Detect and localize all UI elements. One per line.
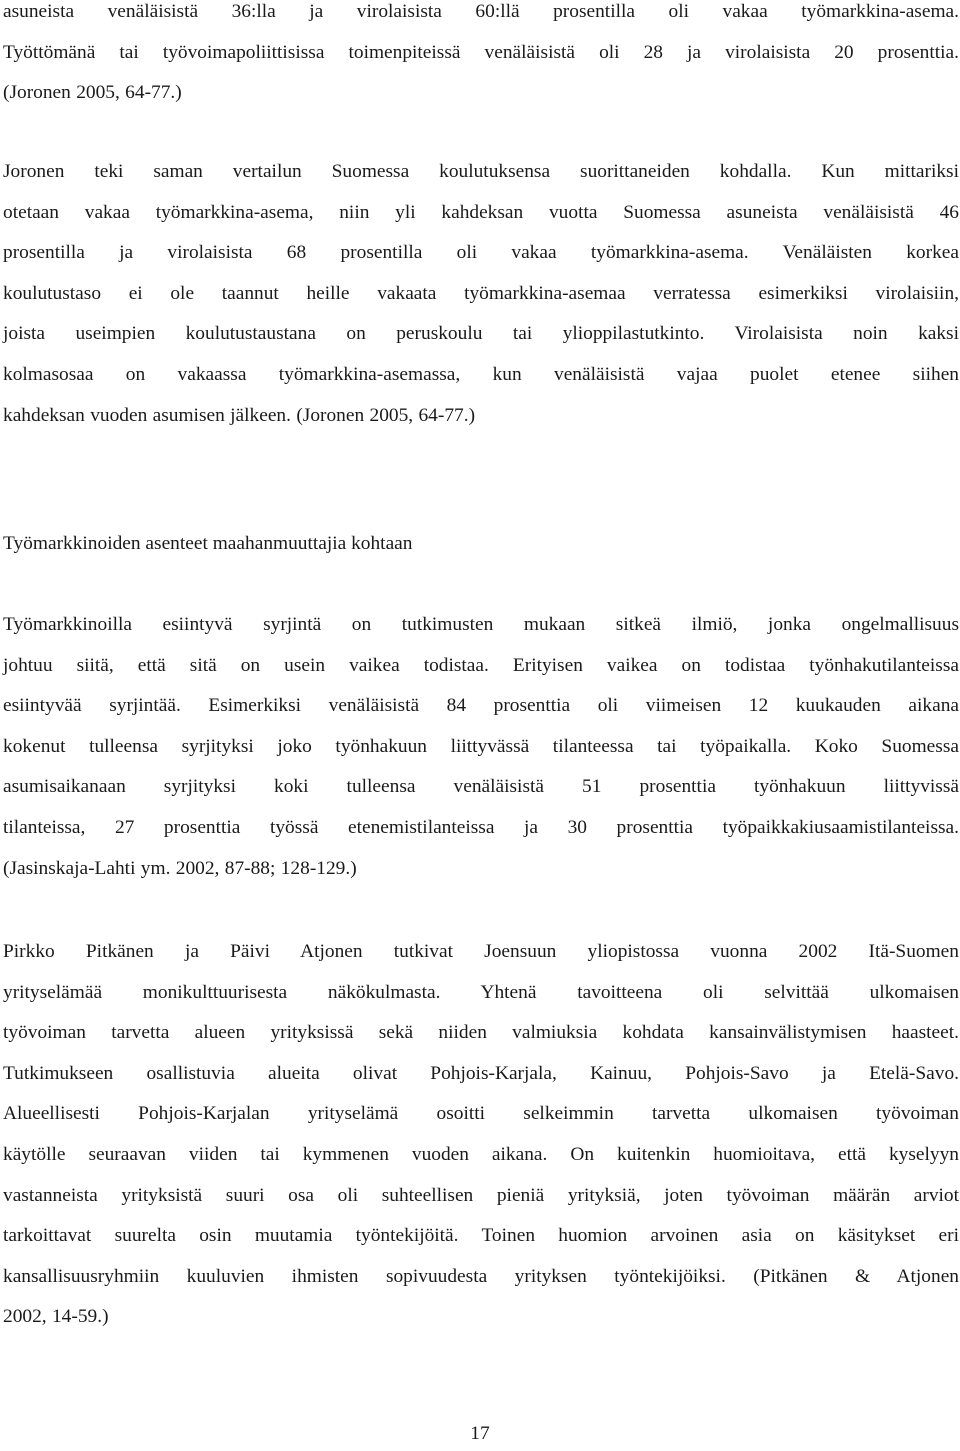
paragraph-line: asumisaikanaan syrjityksi koki tulleensa venäläisistä 51 prosenttia työnhakuun liittyvissä: [3, 776, 959, 798]
paragraph-line: kolmasosaa on vakaassa työmarkkina-asemassa, kun venäläisistä vajaa puolet etenee siihen: [3, 363, 959, 385]
paragraph-line: yrityselämää monikulttuurisesta näkökulmasta. Yhtenä tavoitteena oli selvittää ulkomaisen: [3, 981, 959, 1003]
paragraph-line: Alueellisesti Pohjois-Karjalan yrityselämä osoitti selkeimmin tarvetta ulkomaisen työvoiman: [3, 1103, 959, 1125]
paragraph-line: tilanteissa, 27 prosenttia työssä etenemistilanteissa ja 30 prosenttia työpaikkakiusaamistilanteissa.: [3, 816, 959, 838]
paragraph-2: [3, 152, 959, 436]
paragraph-line: joista useimpien koulutustaustana on peruskoulu tai ylioppilastutkinto. Virolaisista noin kaksi: [3, 323, 959, 345]
paragraph-line: 2002, 14-59.): [3, 1306, 109, 1328]
paragraph-line: kansallisuusryhmiin kuuluvien ihmisten sopivuudesta yrityksen työntekijöiksi. (Pitkänen & Atjonen: [3, 1265, 959, 1287]
paragraph-line: Työttömänä tai työvoimapoliittisissa toimenpiteissä venäläisistä oli 28 ja virolaisista 20 prosenttia.: [3, 41, 959, 63]
paragraph-1: [3, 0, 959, 114]
paragraph-line: vastanneista yrityksistä suuri osa oli suhteellisen pieniä yrityksiä, joten työvoiman määrän arviot: [3, 1184, 959, 1206]
paragraph-line: (Jasinskaja-Lahti ym. 2002, 87-88; 128-129.): [3, 857, 357, 879]
paragraph-line: johtuu siitä, että sitä on usein vaikea todistaa. Erityisen vaikea on todistaa työnhakutilanteissa: [3, 654, 959, 676]
paragraph-line: prosentilla ja virolaisista 68 prosentilla oli vakaa työmarkkina-asema. Venäläisten korkea: [3, 242, 959, 264]
page-number: 17: [470, 1423, 490, 1444]
paragraph-line: Työmarkkinoilla esiintyvä syrjintä on tutkimusten mukaan sitkeä ilmiö, jonka ongelmallisuus: [3, 614, 959, 635]
paragraph-3: [3, 605, 959, 889]
paragraph-4: [3, 932, 959, 1338]
paragraph-line: Tutkimukseen osallistuvia alueita olivat Pohjois-Karjala, Kainuu, Pohjois-Savo ja Etelä-Savo.: [3, 1062, 959, 1084]
paragraph-line: Joronen teki saman vertailun Suomessa koulutuksensa suorittaneiden kohdalla. Kun mittariksi: [3, 161, 959, 182]
paragraph-line: käytölle seuraavan viiden tai kymmenen vuoden aikana. On kuitenkin huomioitava, että kyselyyn: [3, 1143, 959, 1165]
paragraph-line: (Joronen 2005, 64-77.): [3, 82, 182, 104]
paragraph-line: kokenut tulleensa syrjityksi joko työnhakuun liittyvässä tilanteessa tai työpaikalla. Koko Suomessa: [3, 735, 959, 757]
paragraph-line: tarkoittavat suurelta osin muutamia työntekijöitä. Toinen huomion arvoinen asia on käsitykset eri: [3, 1225, 959, 1247]
section-heading: Työmarkkinoiden asenteet maahanmuuttajia kohtaan: [3, 533, 413, 554]
paragraph-line: kahdeksan vuoden asumisen jälkeen. (Joronen 2005, 64-77.): [3, 404, 476, 426]
paragraph-line: otetaan vakaa työmarkkina-asema, niin yli kahdeksan vuotta Suomessa asuneista venäläisistä 46: [3, 201, 959, 223]
paragraph-line: Pirkko Pitkänen ja Päivi Atjonen tutkivat Joensuun yliopistossa vuonna 2002 Itä-Suomen: [3, 941, 959, 962]
paragraph-line: työvoiman tarvetta alueen yrityksissä sekä niiden valmiuksia kohdata kansainvälistymisen haasteet.: [3, 1022, 959, 1044]
paragraph-line: koulutustaso ei ole taannut heille vakaata työmarkkina-asemaa verratessa esimerkiksi virolaisiin,: [3, 282, 959, 304]
paragraph-line: esiintyvää syrjintää. Esimerkiksi venäläisistä 84 prosenttia oli viimeisen 12 kuukauden aikana: [3, 695, 959, 717]
paragraph-line: asuneista venäläisistä 36:lla ja virolaisista 60:llä prosentilla oli vakaa työmarkkina-asema.: [3, 1, 959, 22]
